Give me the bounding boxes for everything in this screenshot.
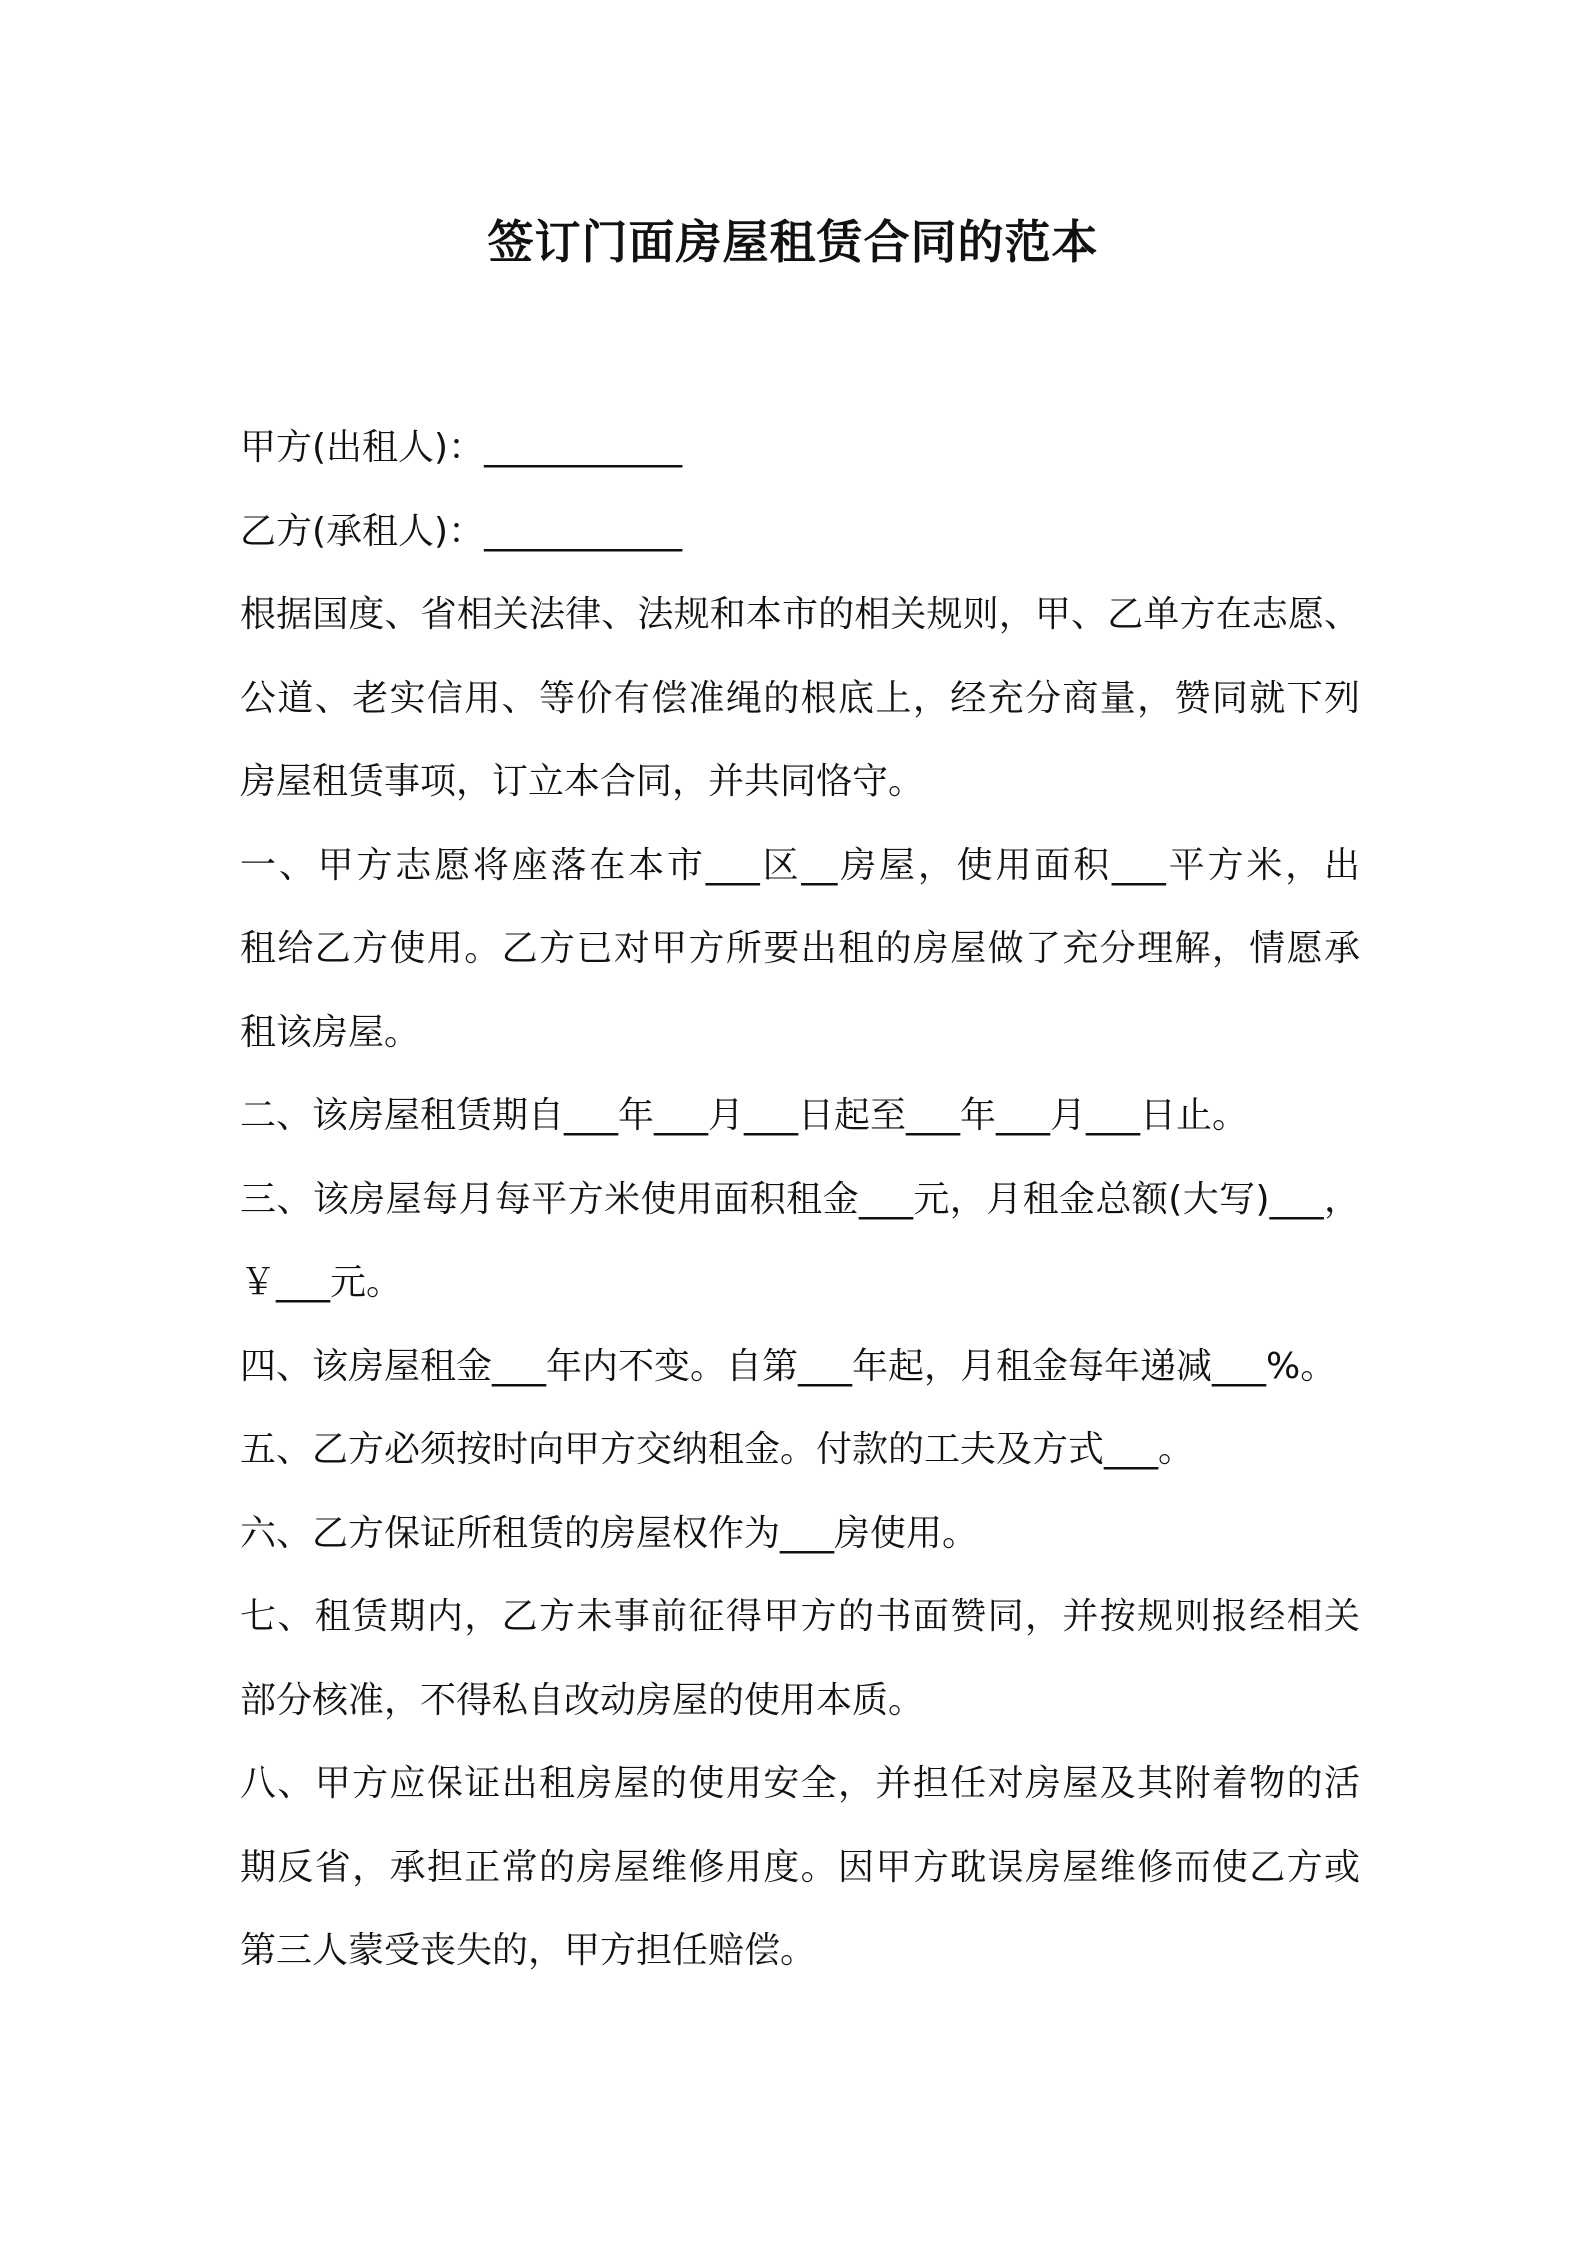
clause-3-line: ￥___元。 (240, 1262, 403, 1303)
paragraph-line: 房屋租赁事项，订立本合同，并共同恪守。 (240, 761, 925, 802)
party-b-line: 乙方(承租人)：___________ (240, 510, 683, 552)
clause-8-line: 第三人蒙受丧失的，甲方担任赔偿。 (240, 1930, 817, 1971)
paragraph-line: 公道、老实信用、等价有偿准绳的根底上，经充分商量，赞同就下列 (240, 677, 1360, 719)
clause-6-line: 六、乙方保证所租赁的房屋权作为___房使用。 (240, 1512, 979, 1554)
clause-1-line: 租该房屋。 (240, 1011, 421, 1053)
clause-8-line: 八、甲方应保证出租房屋的使用安全，并担任对房屋及其附着物的活 (240, 1763, 1360, 1804)
contract-body (240, 406, 1360, 1993)
document-title: 签订门面房屋租赁合同的范本 (487, 215, 1099, 269)
clause-7-line: 部分核准，不得私自改动房屋的使用本质。 (240, 1679, 925, 1721)
clause-7-line: 七、租赁期内，乙方未事前征得甲方的书面赞同，并按规则报经相关 (240, 1596, 1360, 1637)
clause-4-line: 四、该房屋租金___年内不变。自第___年起，月租金每年递减___%。 (240, 1345, 1337, 1387)
clause-1-line: 租给乙方使用。乙方已对甲方所要出租的房屋做了充分理解，情愿承 (240, 928, 1360, 969)
clause-5-line: 五、乙方必须按时向甲方交纳租金。付款的工夫及方式___。 (240, 1429, 1195, 1470)
paragraph-line: 根据国度、省相关法律、法规和本市的相关规则，甲、乙单方在志愿、 (240, 594, 1360, 635)
clause-1-line: 一、甲方志愿将座落在本市___区__房屋，使用面积___平方米，出 (240, 844, 1360, 886)
clause-8-line: 期反省，承担正常的房屋维修用度。因甲方耽误房屋维修而使乙方或 (240, 1846, 1360, 1888)
party-a-line: 甲方(出租人)：___________ (240, 427, 683, 468)
clause-3-line: 三、该房屋每月每平方米使用面积租金___元，月租金总额(大写)___， (240, 1178, 1360, 1220)
clause-2-line: 二、该房屋租赁期自___年___月___日起至___年___月___日止。 (240, 1095, 1249, 1136)
